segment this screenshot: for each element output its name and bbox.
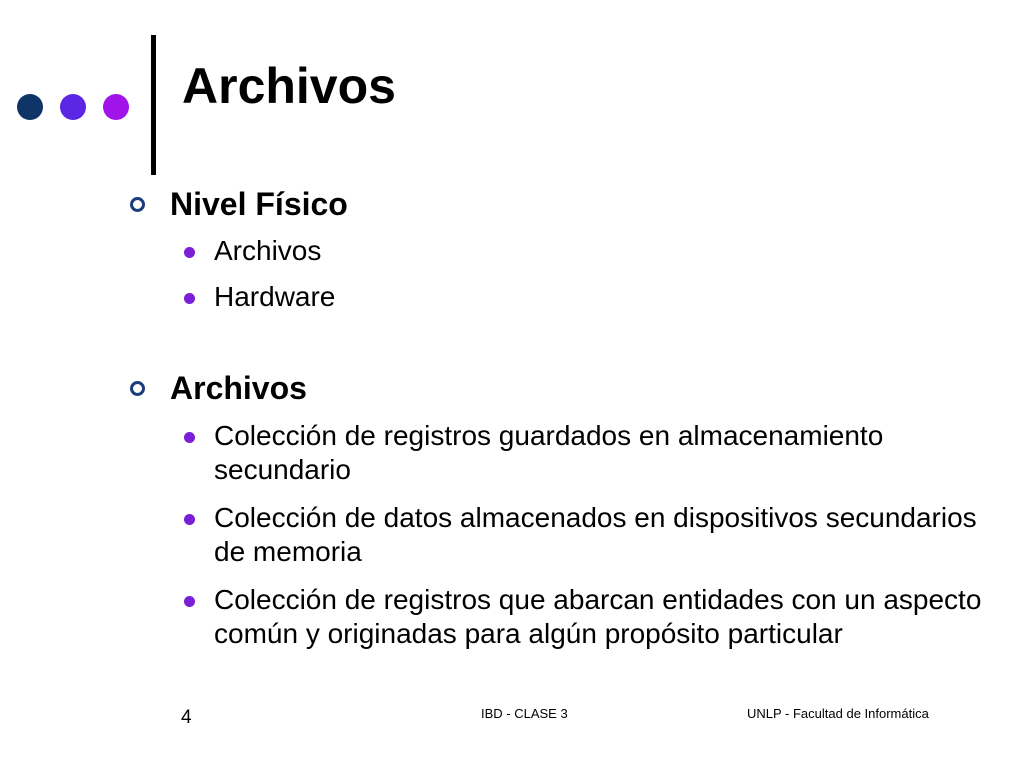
ring-bullet-icon <box>130 197 145 212</box>
section-heading-label: Nivel Físico <box>170 186 348 222</box>
list-item-text: Colección de registros guardados en almacenamiento secundario <box>214 420 884 485</box>
dot-bullet-icon <box>184 514 195 525</box>
list-item-text: Hardware <box>214 281 336 312</box>
list-item-text: Colección de registros que abarcan entidades con un aspecto común y originadas para algún propósito particular <box>214 584 982 649</box>
footer-course: IBD - CLASE 3 <box>481 706 568 721</box>
slide-title: Archivos <box>182 58 396 114</box>
footer-institution: UNLP - Facultad de Informática <box>747 706 929 721</box>
ring-bullet-icon <box>130 381 145 396</box>
list-item-text: Colección de datos almacenados en dispositivos secundarios de memoria <box>214 502 977 567</box>
dot-bullet-icon <box>184 247 195 258</box>
dot-bullet-icon <box>184 596 195 607</box>
list-item-text: Archivos <box>214 235 322 266</box>
page-number: 4 <box>181 707 192 728</box>
dot-bullet-icon <box>184 432 195 443</box>
section-heading-label: Archivos <box>170 370 307 406</box>
dot-bullet-icon <box>184 293 195 304</box>
